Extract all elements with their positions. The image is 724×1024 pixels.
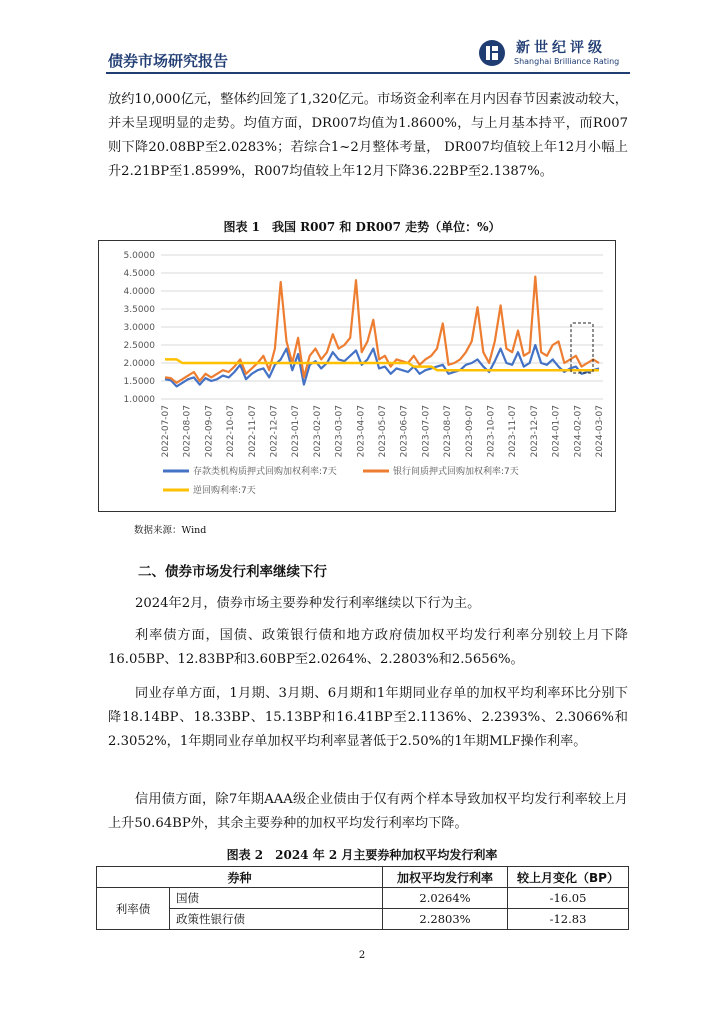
logo-chinese-name: 新世纪评级 — [516, 40, 606, 56]
x-tick-label: 2023-11-07 — [508, 405, 519, 458]
table-header-row — [97, 867, 629, 888]
paragraph-issuance-summary: 2024年2月，债券市场主要券种发行利率继续以下行为主。 — [135, 596, 481, 611]
bond-name-cell: 国债 — [170, 888, 383, 909]
legend-label: 银行间质押式回购加权利率:7天 — [393, 467, 519, 477]
header-divider — [106, 72, 630, 74]
x-tick-label: 2022-10-07 — [226, 405, 237, 458]
y-tick-label: 1.5000 — [123, 377, 155, 387]
x-tick-label: 2024-02-07 — [573, 405, 584, 458]
x-tick-label: 2023-06-07 — [399, 405, 410, 458]
series-line-1 — [165, 345, 599, 386]
x-tick-label: 2022-09-07 — [204, 405, 215, 458]
section-2-heading: 二、债券市场发行利率继续下行 — [138, 564, 327, 580]
paragraph-rate-bonds: 利率债方面，国债、政策银行债和地方政府债加权平均发行利率分别较上月下降16.05BP、12.83BP和3.60BP至2.0264%、2.2803%和2.5656%。 — [108, 628, 628, 667]
x-tick-label: 2023-01-07 — [291, 405, 302, 458]
logo-english-name: Shanghai Brilliance Rating — [514, 57, 620, 66]
table-row — [97, 888, 629, 909]
header-bond-type: 券种 — [97, 867, 383, 888]
r007-dr007-line-chart — [99, 241, 615, 511]
y-tick-label: 2.5000 — [123, 341, 155, 351]
x-tick-label: 2023-05-07 — [378, 405, 388, 458]
figure-1-title: 图表 1 我国 R007 和 DR007 走势（单位：%） — [223, 220, 501, 234]
paragraph-funding-rates: 放约10,000亿元，整体约回笼了1,320亿元。市场资金利率在月内因春节因素波动较大，并未呈现明显的走势。均值方面，DR007均值为1.8600%，与上月基本持平，而R007则下降20.08BP至2.0283%；若综合1~2月整体考量， DR007均值较上年12月小幅上升2.21BP至1.8599%，R007均值较上年12月下降36.22BP至2.1387%。 — [108, 92, 628, 179]
header-change-bp: 较上月变化（BP） — [508, 867, 629, 888]
y-tick-label: 3.0000 — [123, 323, 155, 333]
figure-2-title: 图表 2 2024 年 2 月主要券种加权平均发行利率 — [226, 848, 498, 862]
page-number: 2 — [358, 950, 366, 961]
bond-name-cell: 政策性银行债 — [170, 909, 383, 930]
paragraph-ncd: 同业存单方面，1月期、3月期、6月期和1年期同业存单的加权平均利率环比分别下降18.14BP、18.33BP、15.13BP和16.41BP至2.1136%、2.2393%、2.3066%和2.3052%，1年期同业存单加权平均利率显著低于2.50%的1年期MLF操作利率。 — [108, 686, 628, 749]
y-tick-label: 2.0000 — [123, 359, 155, 369]
category-cell: 利率债 — [97, 888, 170, 930]
y-tick-label: 1.0000 — [123, 395, 155, 405]
header-weighted-rate: 加权平均发行利率 — [383, 867, 508, 888]
change-cell: -16.05 — [508, 888, 629, 909]
table-row — [97, 909, 629, 930]
rate-cell: 2.2803% — [383, 909, 508, 930]
x-tick-label: 2023-04-07 — [356, 405, 367, 458]
rate-cell: 2.0264% — [383, 888, 508, 909]
change-cell: -12.83 — [508, 909, 629, 930]
x-tick-label: 2023-08-07 — [443, 405, 454, 458]
y-tick-label: 4.5000 — [123, 269, 155, 279]
issuance-rate-table — [96, 866, 629, 930]
x-tick-label: 2023-07-07 — [421, 405, 432, 458]
x-tick-label: 2024-03-07 — [595, 405, 605, 458]
y-tick-label: 3.5000 — [123, 305, 155, 315]
y-tick-label: 5.0000 — [123, 251, 155, 261]
x-tick-label: 2022-12-07 — [269, 405, 280, 458]
y-tick-label: 4.0000 — [123, 287, 155, 297]
report-title: 债券市场研究报告 — [108, 52, 229, 70]
brilliance-logo-icon — [477, 38, 511, 68]
x-tick-label: 2023-03-07 — [334, 405, 345, 458]
paragraph-credit-bonds: 信用债方面，除7年期AAA级企业债由于仅有两个样本导致加权平均发行利率较上月上升50.64BP外，其余主要券种的加权平均发行利率均下降。 — [108, 792, 628, 831]
x-tick-label: 2023-12-07 — [529, 405, 540, 458]
x-tick-label: 2022-08-07 — [182, 405, 193, 458]
legend-label: 存款类机构质押式回购加权利率:7天 — [193, 467, 337, 477]
x-tick-label: 2022-07-07 — [161, 405, 171, 458]
x-tick-label: 2023-10-07 — [486, 405, 497, 458]
x-tick-label: 2022-11-07 — [247, 405, 258, 458]
figure-1-source: 数据来源：Wind — [134, 525, 207, 536]
legend-label: 逆回购利率:7天 — [193, 486, 256, 496]
x-tick-label: 2023-09-07 — [464, 405, 475, 458]
x-tick-label: 2023-02-07 — [312, 405, 323, 458]
x-tick-label: 2024-01-07 — [551, 405, 562, 458]
figure-1-chart-frame — [98, 240, 616, 512]
